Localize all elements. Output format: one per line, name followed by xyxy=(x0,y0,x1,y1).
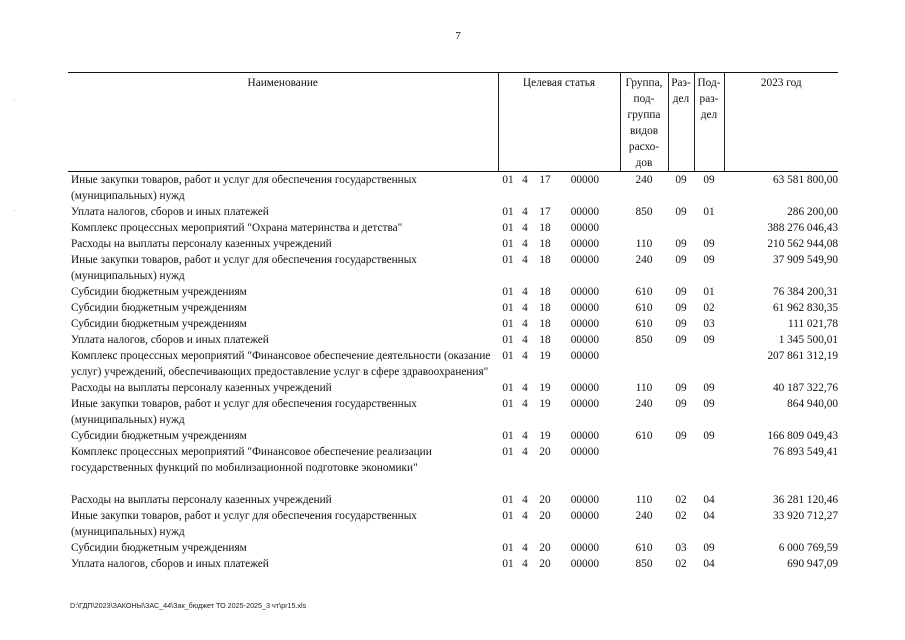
row-group: 240 xyxy=(635,510,653,522)
target-code-part: 00000 xyxy=(570,494,599,506)
target-code-part: 00000 xyxy=(570,558,599,570)
row-target-code xyxy=(498,348,620,380)
spacer-cell xyxy=(68,476,838,492)
row-subsection: 01 xyxy=(703,206,715,218)
target-code-part: 01 xyxy=(502,382,514,394)
table-row xyxy=(68,380,838,396)
target-code-part: 01 xyxy=(502,174,514,186)
row-subsection: 09 xyxy=(703,334,715,346)
row-group: 610 xyxy=(635,318,653,330)
target-code-part: 4 xyxy=(522,430,528,442)
row-section: 09 xyxy=(675,238,687,250)
row-amount: 1 345 500,01 xyxy=(778,334,838,346)
row-target-code xyxy=(498,316,620,332)
target-code-part: 00000 xyxy=(570,446,599,458)
header-group xyxy=(620,73,668,172)
scan-mark xyxy=(14,210,15,211)
row-subsection: 09 xyxy=(703,430,715,442)
target-code-part: 00000 xyxy=(570,318,599,330)
row-section: 02 xyxy=(675,510,687,522)
row-section: 09 xyxy=(675,334,687,346)
row-subsection: 09 xyxy=(703,174,715,186)
row-name: Комплекс процессных мероприятий "Финансовое обеспечение реализации государственных функций по мобилизационной подготовке экономики" xyxy=(71,446,432,474)
row-name: Уплата налогов, сборов и иных платежей xyxy=(71,206,269,218)
target-code-part: 4 xyxy=(522,382,528,394)
header-subsection: Под-раз-дел xyxy=(694,73,724,172)
target-code-part: 01 xyxy=(502,446,514,458)
row-target-code xyxy=(498,284,620,300)
table-row xyxy=(68,540,838,556)
row-section: 09 xyxy=(675,206,687,218)
target-code-part: 01 xyxy=(502,286,514,298)
row-section: 09 xyxy=(675,382,687,394)
target-code-part: 17 xyxy=(539,206,551,218)
target-code-part: 01 xyxy=(502,254,514,266)
row-subsection: 04 xyxy=(703,494,715,506)
table-row xyxy=(68,444,838,476)
row-subsection xyxy=(694,444,724,476)
row-target-code xyxy=(498,300,620,316)
target-code-part: 4 xyxy=(522,174,528,186)
table-body xyxy=(68,172,838,573)
scan-mark xyxy=(14,100,15,101)
row-subsection: 09 xyxy=(703,542,715,554)
target-code-part: 4 xyxy=(522,302,528,314)
row-group: 240 xyxy=(635,254,653,266)
target-code-part: 00000 xyxy=(570,430,599,442)
target-code-part: 4 xyxy=(522,334,528,346)
row-name: Иные закупки товаров, работ и услуг для обеспечения государственных (муниципальных) нужд xyxy=(71,398,417,426)
row-group: 610 xyxy=(635,430,653,442)
row-section: 09 xyxy=(675,286,687,298)
row-name: Уплата налогов, сборов и иных платежей xyxy=(71,558,269,570)
row-section: 09 xyxy=(675,302,687,314)
target-code-part: 18 xyxy=(539,238,551,250)
target-code-part: 4 xyxy=(522,318,528,330)
row-group: 610 xyxy=(635,286,653,298)
header-target: Целевая статья xyxy=(498,73,620,172)
row-section xyxy=(668,444,694,476)
row-target-code xyxy=(498,332,620,348)
target-code-part: 18 xyxy=(539,254,551,266)
target-code-part: 18 xyxy=(539,286,551,298)
row-subsection: 04 xyxy=(703,510,715,522)
row-amount: 207 861 312,19 xyxy=(767,350,838,362)
table-row xyxy=(68,556,838,572)
target-code-part: 19 xyxy=(539,398,551,410)
table-row xyxy=(68,348,838,380)
row-group: 850 xyxy=(635,206,653,218)
row-section xyxy=(668,220,694,236)
target-code-part: 01 xyxy=(502,542,514,554)
table-row xyxy=(68,300,838,316)
row-section: 09 xyxy=(675,318,687,330)
row-target-code xyxy=(498,396,620,428)
target-code-part: 00000 xyxy=(570,382,599,394)
row-name: Субсидии бюджетным учреждениям xyxy=(71,430,247,442)
target-code-part: 00000 xyxy=(570,222,599,234)
row-target-code xyxy=(498,172,620,205)
row-name: Расходы на выплаты персоналу казенных учреждений xyxy=(71,494,332,506)
target-code-part: 4 xyxy=(522,558,528,570)
table-row xyxy=(68,236,838,252)
table-row xyxy=(68,508,838,540)
table-row xyxy=(68,316,838,332)
target-code-part: 4 xyxy=(522,254,528,266)
row-group: 850 xyxy=(635,334,653,346)
budget-table xyxy=(68,72,838,572)
target-code-part: 00000 xyxy=(570,334,599,346)
row-group: 110 xyxy=(635,382,653,394)
row-name: Субсидии бюджетным учреждениям xyxy=(71,302,247,314)
row-group: 240 xyxy=(635,398,653,410)
row-amount: 286 200,00 xyxy=(787,206,838,218)
row-subsection: 01 xyxy=(703,286,715,298)
row-amount: 6 000 769,59 xyxy=(778,542,838,554)
target-code-part: 00000 xyxy=(570,350,599,362)
row-amount: 61 962 830,35 xyxy=(773,302,838,314)
target-code-part: 01 xyxy=(502,430,514,442)
target-code-part: 00000 xyxy=(570,542,599,554)
target-code-part: 18 xyxy=(539,318,551,330)
header-group-text: Группа, под-группа видов расхо-дов xyxy=(625,77,663,169)
target-code-part: 19 xyxy=(539,430,551,442)
row-target-code xyxy=(498,444,620,476)
row-spacer xyxy=(68,476,838,492)
target-code-part: 01 xyxy=(502,494,514,506)
target-code-part: 00000 xyxy=(570,302,599,314)
row-group xyxy=(620,348,668,380)
row-section: 09 xyxy=(675,174,687,186)
row-amount: 111 021,78 xyxy=(788,318,838,330)
target-code-part: 4 xyxy=(522,238,528,250)
target-code-part: 20 xyxy=(539,446,551,458)
table-row xyxy=(68,220,838,236)
row-name: Субсидии бюджетным учреждениям xyxy=(71,318,247,330)
target-code-part: 18 xyxy=(539,334,551,346)
header-section: Раз-дел xyxy=(668,73,694,172)
row-name: Расходы на выплаты персоналу казенных учреждений xyxy=(71,382,332,394)
target-code-part: 01 xyxy=(502,510,514,522)
row-name: Иные закупки товаров, работ и услуг для обеспечения государственных (муниципальных) нужд xyxy=(71,174,417,202)
row-amount: 33 920 712,27 xyxy=(773,510,838,522)
row-subsection: 04 xyxy=(703,558,715,570)
table-row xyxy=(68,284,838,300)
page-number: 7 xyxy=(455,30,461,42)
row-name: Субсидии бюджетным учреждениям xyxy=(71,286,247,298)
row-amount: 166 809 049,43 xyxy=(767,430,838,442)
target-code-part: 4 xyxy=(522,222,528,234)
row-amount: 37 909 549,90 xyxy=(773,254,838,266)
target-code-part: 20 xyxy=(539,494,551,506)
row-target-code xyxy=(498,380,620,396)
target-code-part: 00000 xyxy=(570,286,599,298)
row-amount: 210 562 944,08 xyxy=(767,238,838,250)
row-section: 02 xyxy=(675,494,687,506)
row-name: Комплекс процессных мероприятий "Финансовое обеспечение деятельности (оказание услуг) учреждений, обеспечивающих предоставление услуг в сфере здравоохранения" xyxy=(71,350,491,378)
target-code-part: 4 xyxy=(522,350,528,362)
target-code-part: 4 xyxy=(522,286,528,298)
target-code-part: 17 xyxy=(539,174,551,186)
file-path-footer: D:\ГДП\2023\ЗАКОНЫ\ЗАС_44\Зак_бюджет ТО 2025-2025_3 чт\pr15.xls xyxy=(70,601,307,610)
target-code-part: 19 xyxy=(539,382,551,394)
target-code-part: 18 xyxy=(539,222,551,234)
row-amount: 63 581 800,00 xyxy=(773,174,838,186)
row-name: Уплата налогов, сборов и иных платежей xyxy=(71,334,269,346)
row-group: 850 xyxy=(635,558,653,570)
row-target-code xyxy=(498,252,620,284)
row-section: 09 xyxy=(675,430,687,442)
target-code-part: 19 xyxy=(539,350,551,362)
row-subsection xyxy=(694,348,724,380)
row-amount: 76 384 200,31 xyxy=(773,286,838,298)
target-code-part: 00000 xyxy=(570,206,599,218)
row-subsection: 03 xyxy=(703,318,715,330)
row-target-code xyxy=(498,204,620,220)
row-subsection: 02 xyxy=(703,302,715,314)
target-code-part: 01 xyxy=(502,206,514,218)
table-row xyxy=(68,172,838,205)
row-group: 110 xyxy=(635,238,653,250)
table-row xyxy=(68,332,838,348)
row-subsection: 09 xyxy=(703,254,715,266)
target-code-part: 01 xyxy=(502,558,514,570)
target-code-part: 01 xyxy=(502,318,514,330)
row-section xyxy=(668,348,694,380)
row-section: 03 xyxy=(675,542,687,554)
row-target-code xyxy=(498,220,620,236)
row-name: Расходы на выплаты персоналу казенных учреждений xyxy=(71,238,332,250)
target-code-part: 20 xyxy=(539,510,551,522)
row-subsection xyxy=(694,220,724,236)
target-code-part: 4 xyxy=(522,510,528,522)
target-code-part: 4 xyxy=(522,206,528,218)
row-name: Комплекс процессных мероприятий "Охрана материнства и детства" xyxy=(71,222,403,234)
row-section: 02 xyxy=(675,558,687,570)
target-code-part: 4 xyxy=(522,398,528,410)
row-section: 09 xyxy=(675,398,687,410)
row-amount: 76 893 549,41 xyxy=(773,446,838,458)
row-group: 610 xyxy=(635,302,653,314)
target-code-part: 20 xyxy=(539,542,551,554)
row-subsection: 09 xyxy=(703,382,715,394)
target-code-part: 00000 xyxy=(570,174,599,186)
target-code-part: 01 xyxy=(502,350,514,362)
target-code-part: 20 xyxy=(539,558,551,570)
row-group: 240 xyxy=(635,174,653,186)
row-subsection: 09 xyxy=(703,398,715,410)
row-target-code xyxy=(498,508,620,540)
target-code-part: 01 xyxy=(502,238,514,250)
row-target-code xyxy=(498,236,620,252)
table-row xyxy=(68,428,838,444)
row-target-code xyxy=(498,492,620,508)
row-amount: 36 281 120,46 xyxy=(773,494,838,506)
row-group: 610 xyxy=(635,542,653,554)
header-name: Наименование xyxy=(68,73,498,172)
row-name: Субсидии бюджетным учреждениям xyxy=(71,542,247,554)
row-group: 110 xyxy=(635,494,653,506)
budget-table-container xyxy=(68,72,838,572)
target-code-part: 00000 xyxy=(570,398,599,410)
target-code-part: 01 xyxy=(502,398,514,410)
target-code-part: 00000 xyxy=(570,254,599,266)
row-subsection: 09 xyxy=(703,238,715,250)
table-row xyxy=(68,252,838,284)
target-code-part: 18 xyxy=(539,302,551,314)
table-row xyxy=(68,396,838,428)
table-row xyxy=(68,492,838,508)
header-year: 2023 год xyxy=(724,73,838,172)
target-code-part: 00000 xyxy=(570,238,599,250)
target-code-part: 01 xyxy=(502,334,514,346)
row-amount: 690 947,09 xyxy=(787,558,838,570)
target-code-part: 00000 xyxy=(570,510,599,522)
target-code-part: 01 xyxy=(502,302,514,314)
row-amount: 40 187 322,76 xyxy=(773,382,838,394)
table-header-row xyxy=(68,73,838,172)
row-target-code xyxy=(498,556,620,572)
row-name: Иные закупки товаров, работ и услуг для обеспечения государственных (муниципальных) нужд xyxy=(71,254,417,282)
target-code-part: 4 xyxy=(522,494,528,506)
target-code-part: 01 xyxy=(502,222,514,234)
row-section: 09 xyxy=(675,254,687,266)
row-amount: 864 940,00 xyxy=(787,398,838,410)
row-name: Иные закупки товаров, работ и услуг для обеспечения государственных (муниципальных) нужд xyxy=(71,510,417,538)
row-target-code xyxy=(498,540,620,556)
target-code-part: 4 xyxy=(522,446,528,458)
row-target-code xyxy=(498,428,620,444)
target-code-part: 4 xyxy=(522,542,528,554)
row-amount: 388 276 046,43 xyxy=(767,222,838,234)
row-group xyxy=(620,444,668,476)
row-group xyxy=(620,220,668,236)
table-row xyxy=(68,204,838,220)
